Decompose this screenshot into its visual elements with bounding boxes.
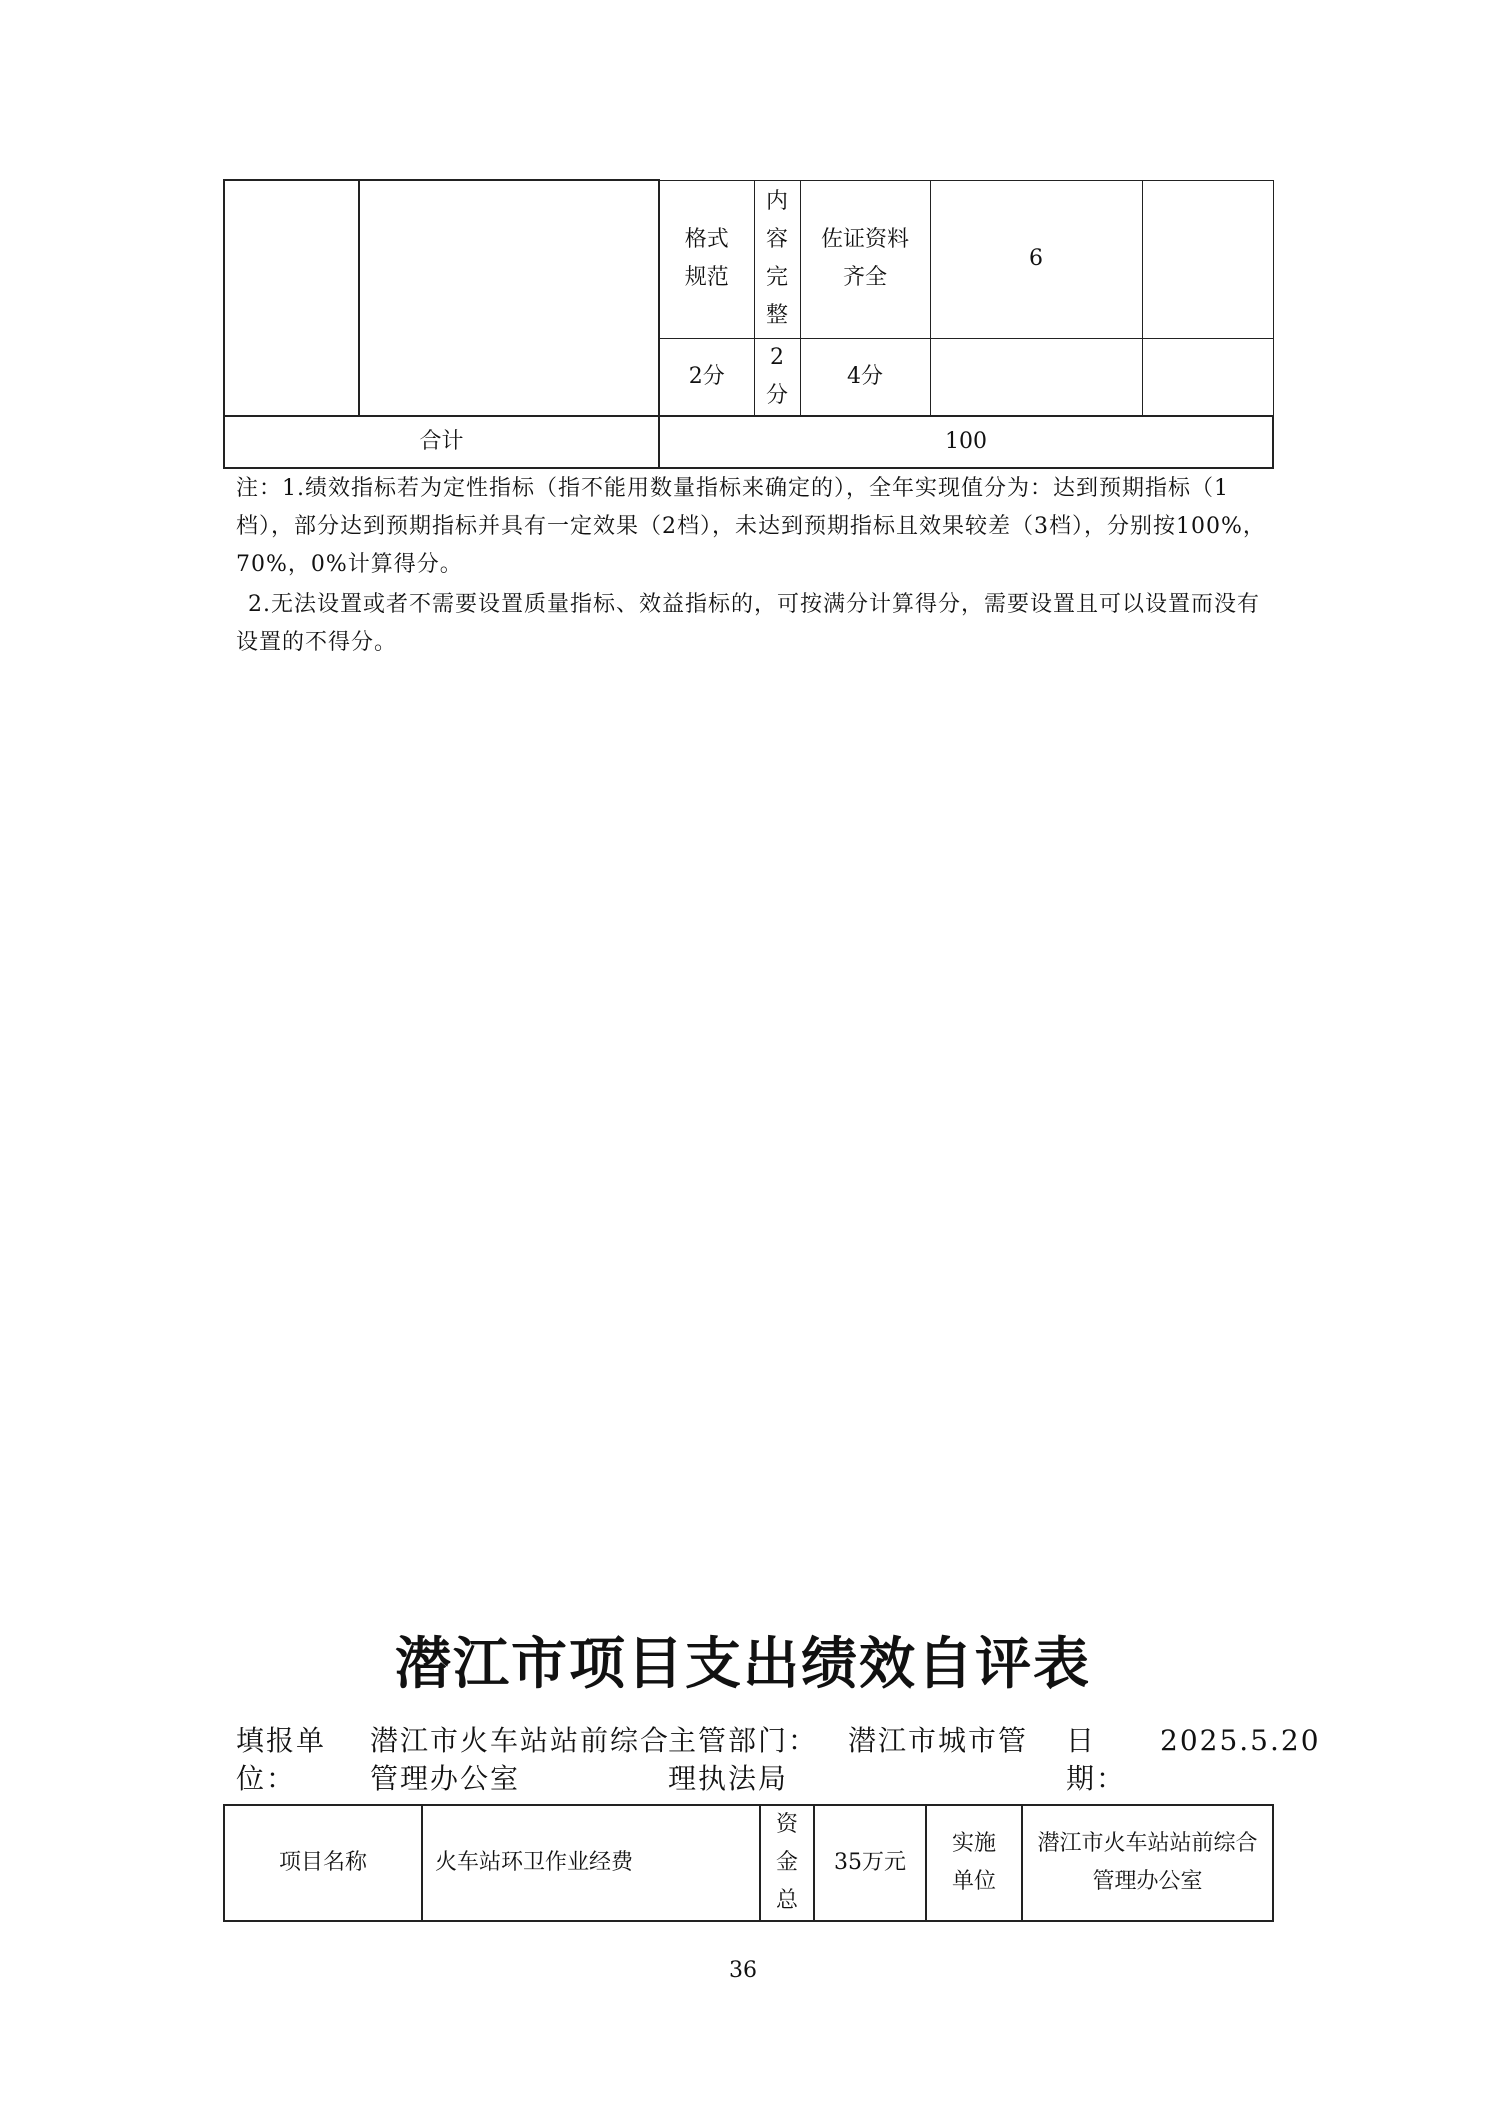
cell-4fen: 4分 xyxy=(800,338,930,416)
impl-label: 实施单位 xyxy=(926,1805,1022,1921)
note-2: 2.无法设置或者不需要设置质量指标、效益指标的，可按满分计算得分，需要设置且可以设置而没有设置的不得分。 xyxy=(236,592,1260,655)
total-label: 合计 xyxy=(224,416,659,468)
dept-value: 潜江市城市管理执法局 xyxy=(668,1724,1029,1795)
project-table xyxy=(223,1804,1274,1922)
cell-geshi: 格式规范 xyxy=(659,180,754,338)
empty-cell xyxy=(1142,180,1273,338)
date-value: 2025.5.20 xyxy=(1160,1724,1321,1757)
note-1: 注：1.绩效指标若为定性指标（指不能用数量指标来确定的），全年实现值分为：达到预期指标（1档），部分达到预期指标并具有一定效果（2档），未达到预期指标且效果较差（3档），分别按100%，70%，0%计算得分。 xyxy=(236,476,1266,577)
fund-value: 35万元 xyxy=(814,1805,926,1921)
cell-neirong: 内容完整 xyxy=(754,180,800,338)
total-value: 100 xyxy=(659,416,1273,468)
cell-zuozheng: 佐证资料齐全 xyxy=(800,180,930,338)
empty-cell xyxy=(224,180,359,416)
empty-cell xyxy=(359,180,659,416)
cell-2fen-b: 2分 xyxy=(754,338,800,416)
impl-value: 潜江市火车站站前综合管理办公室 xyxy=(1022,1805,1273,1921)
indicator-table xyxy=(223,179,1274,469)
project-name-label: 项目名称 xyxy=(224,1805,422,1921)
dept-label: 主管部门： xyxy=(668,1724,819,1757)
form-title: 潜江市项目支出绩效自评表 xyxy=(395,1631,1091,1697)
project-name-value: 火车站环卫作业经费 xyxy=(422,1805,760,1921)
reporting-unit-value: 潜江市火车站站前综合管理办公室 xyxy=(370,1724,671,1795)
page-number: 36 xyxy=(729,1958,757,1983)
reporting-unit-label: 填报单位： xyxy=(236,1724,327,1795)
date-label: 日期： xyxy=(1066,1724,1127,1795)
empty-cell xyxy=(1142,338,1273,416)
empty-cell xyxy=(930,338,1142,416)
cell-score-value: 6 xyxy=(930,180,1142,338)
cell-2fen-a: 2分 xyxy=(659,338,754,416)
fund-label: 资金总 xyxy=(760,1805,814,1921)
